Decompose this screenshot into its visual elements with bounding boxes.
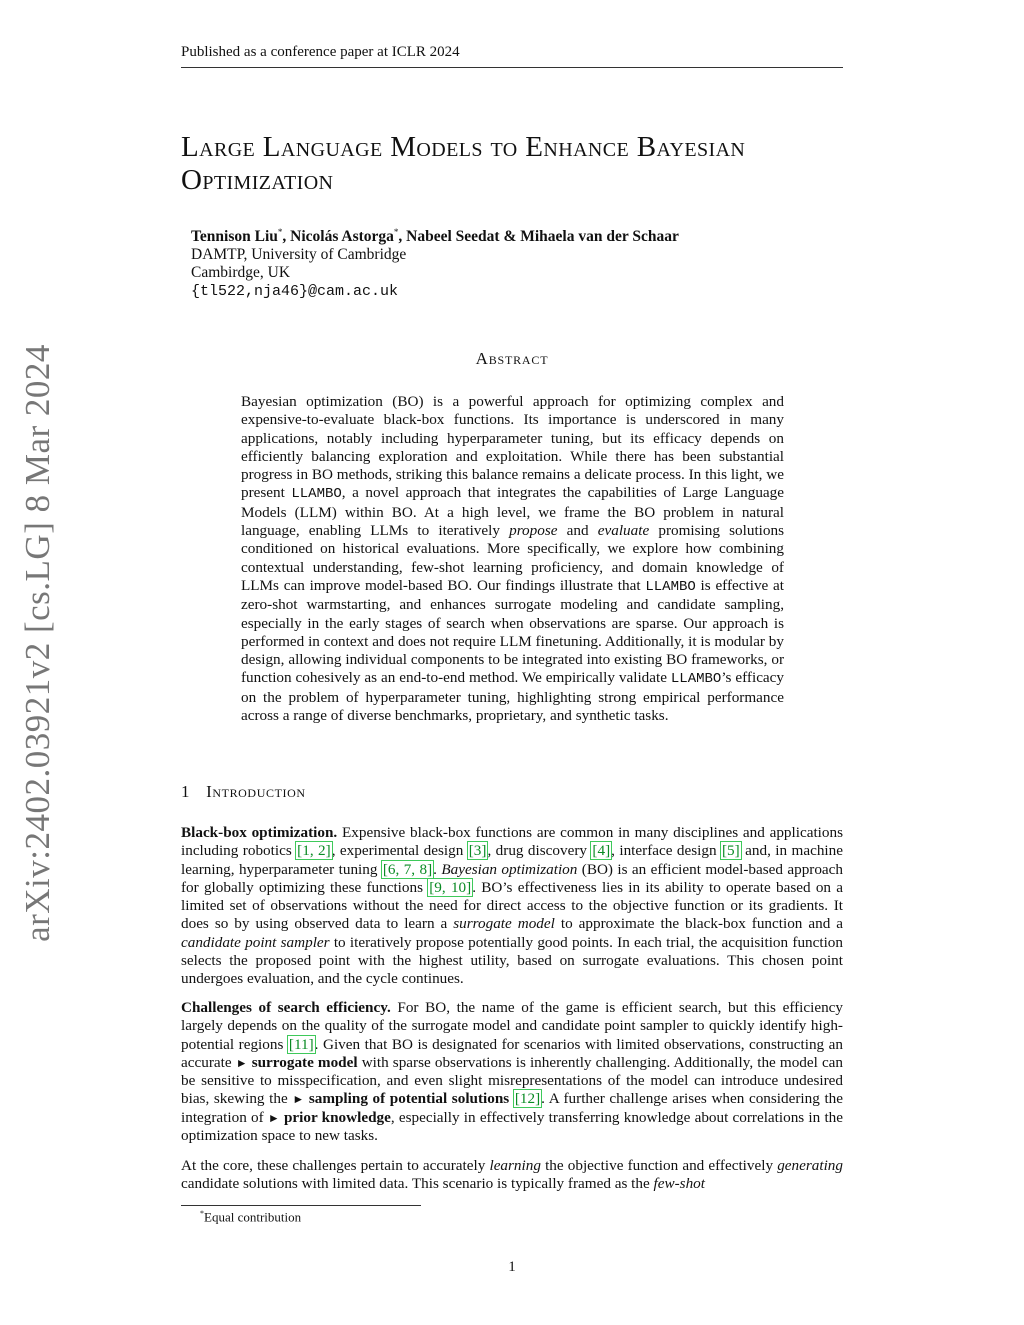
abstract-text: promising solutions conditioned on historical evaluations. More specifically, we explore how combining contextual understanding, few-shot learning proficiency, and domain knowledge of LLMs can improve model-based BO. Our findings illustrate that — [241, 522, 784, 594]
section-heading-introduction — [181, 782, 306, 802]
play-arrow-icon: ► — [292, 1092, 305, 1107]
author-email: {tl522,nja46}@cam.ac.uk — [191, 283, 399, 300]
llambo-name: LLAMBO — [291, 486, 342, 503]
abstract-text: is effective at zero-shot warmstarting, and enhances surrogate modeling and candidate sampling, especially in the early stages of search when observations are sparse. Our approach is performed in context and does not require LLM finetuning. Additionally, it is modular by design, allowing individual components to be integrated into existing BO frameworks, or function cohesively as an end-to-end method. We empirically validate — [241, 576, 785, 687]
abstract-text: and — [557, 522, 598, 540]
paragraph-text: . Given that BO is designated for scenarios with limited observations, constructing an accurate — [181, 1035, 843, 1071]
equal-contribution-mark: * — [277, 227, 283, 237]
abstract-text: Bayesian optimization (BO) is a powerful approach for optimizing complex and expensive-to-evaluate black-box functions. Its importance is underscored in many applications, notably including hyperparameter tuning, but its efficacy depends on efficiently balancing exploration and exploitation. While there has been substantial progress in BO methods, striking this balance remains a delicate process. In this light, we present — [241, 393, 784, 502]
paragraph-text: , especially in effectively transferring knowledge about correlations in the optimization space to new tasks. — [181, 1108, 844, 1145]
propose-term: propose — [509, 522, 558, 540]
citation-link[interactable]: [11] — [288, 1035, 314, 1053]
citation-link[interactable]: [9, 10] — [429, 878, 472, 896]
surrogate-model-term: surrogate model — [453, 915, 555, 933]
citation-link[interactable]: [12] — [514, 1090, 541, 1108]
affiliation-dept: DAMTP, University of Cambridge — [191, 246, 407, 263]
title-line-1: Large Language Models to Enhance Bayesian — [181, 131, 746, 163]
paper-title — [181, 131, 861, 197]
citation-link[interactable]: [6, 7, 8] — [382, 860, 433, 878]
title-line-2: Optimization — [181, 164, 334, 196]
prior-knowledge-bold: prior knowledge — [283, 1108, 391, 1126]
footnote-rule — [181, 1205, 421, 1206]
paragraph-black-box — [181, 824, 843, 989]
candidate-sampler-term: candidate point sampler — [181, 933, 330, 951]
paragraph-text: , interface design — [611, 842, 721, 860]
paragraph-challenges — [181, 999, 843, 1145]
paragraph-text: with sparse observations is inherently challenging. Additionally, the model can be sensitive to misspecification, and even slight misrepresentations of the model can introduce undesired bias, skewing the — [181, 1053, 844, 1108]
abstract-heading: Abstract — [475, 349, 549, 368]
author-1: Tennison Liu — [191, 228, 278, 246]
footnote-text: Equal contribution — [204, 1209, 302, 1225]
paragraph-text: to approximate the black-box function and a — [554, 915, 843, 933]
bo-term: Bayesian optimization — [441, 860, 578, 878]
llambo-name: LLAMBO — [670, 671, 722, 688]
few-shot-term: few-shot — [653, 1175, 705, 1193]
citation-link[interactable]: [3] — [468, 842, 487, 860]
section-number: 1 — [181, 782, 191, 801]
paragraph-text: the objective function and effectively — [540, 1157, 778, 1174]
abstract-text: ’s efficacy on the problem of hyperparameter tuning, highlighting strong empirical performance across a range of diverse benchmarks, proprietary, and synthetic tasks. — [241, 669, 785, 725]
running-header: Published as a conference paper at ICLR 2024 — [181, 44, 843, 68]
abstract-body — [241, 393, 784, 725]
author-list: Tennison Liu*, Nicolás Astorga*, Nabeel Seedat & Mihaela van der Schaar — [191, 227, 679, 246]
paragraph-text: . A further challenge arises when considering the integration of — [181, 1090, 844, 1126]
paragraph-text: Expensive black-box functions are common in many disciplines and applications including robotics — [181, 824, 843, 860]
citation-link[interactable]: [1, 2] — [297, 842, 331, 860]
citation-link[interactable]: [5] — [722, 842, 740, 860]
section-title: Introduction — [206, 782, 306, 801]
paragraph-lead: Challenges of search efficiency. — [181, 999, 391, 1016]
paragraph-text: . — [433, 860, 442, 878]
paragraph-text: , drug discovery — [487, 842, 592, 860]
citation-link[interactable]: [4] — [592, 842, 611, 860]
surrogate-model-bold: surrogate model — [251, 1053, 358, 1071]
equal-contribution-mark: * — [393, 227, 399, 237]
play-arrow-icon: ► — [267, 1110, 280, 1125]
evaluate-term: evaluate — [597, 522, 650, 540]
paragraph-text: At the core, these challenges pertain to accurately — [181, 1157, 490, 1174]
arxiv-stamp — [8, 344, 68, 942]
play-arrow-icon: ► — [235, 1055, 248, 1070]
footnote-mark: * — [200, 1209, 204, 1218]
learning-term: learning — [489, 1157, 541, 1174]
affiliation — [191, 246, 406, 282]
footnote — [200, 1209, 301, 1225]
author-3-4: Nabeel Seedat & Mihaela van der Schaar — [406, 228, 679, 246]
author-2: Nicolás Astorga — [290, 228, 394, 246]
arxiv-stamp-text: arXiv:2402.03921v2 [cs.LG] 8 Mar 2024 — [18, 344, 57, 942]
paragraph-text: For BO, the name of the game is efficient search, but this efficiency largely depends on the quality of the surrogate model and candidate point sampler to quickly identify high-potential regions — [181, 999, 844, 1053]
paragraph-core — [181, 1157, 843, 1194]
paragraph-text: candidate solutions with limited data. This scenario is typically framed as the — [181, 1175, 654, 1193]
paragraph-text: , experimental design — [331, 842, 468, 860]
abstract-text: , a novel approach that integrates the capabilities of Large Language Models (LLM) within BO. At a high level, we frame the BO problem in natural language, enabling LLMs to iteratively — [241, 484, 785, 540]
paragraph-text: (BO) is an efficient model-based approach for globally optimizing these functions — [181, 860, 844, 896]
llambo-name: LLAMBO — [645, 578, 696, 595]
paragraph-text: to iteratively propose potentially good points. In each trial, the acquisition function selects the proposed point with the highest utility, based on surrogate evaluations. This chosen point undergoes evaluation, and the cycle continues. — [181, 933, 843, 988]
page-number: 1 — [508, 1259, 516, 1275]
paragraph-lead: Black-box optimization. — [181, 824, 338, 841]
affiliation-city: Cambirdge, UK — [191, 264, 291, 281]
paragraph-text: . BO’s effectiveness lies in its ability to operate based on a limited set of observations without the need for direct access to the objective function or its gradients. It does so by using observed data to learn a — [181, 878, 843, 933]
generating-term: generating — [777, 1157, 843, 1174]
sampling-bold: sampling of potential solutions — [308, 1090, 510, 1108]
paragraph-text: and, in machine learning, hyperparameter tuning — [181, 842, 843, 878]
